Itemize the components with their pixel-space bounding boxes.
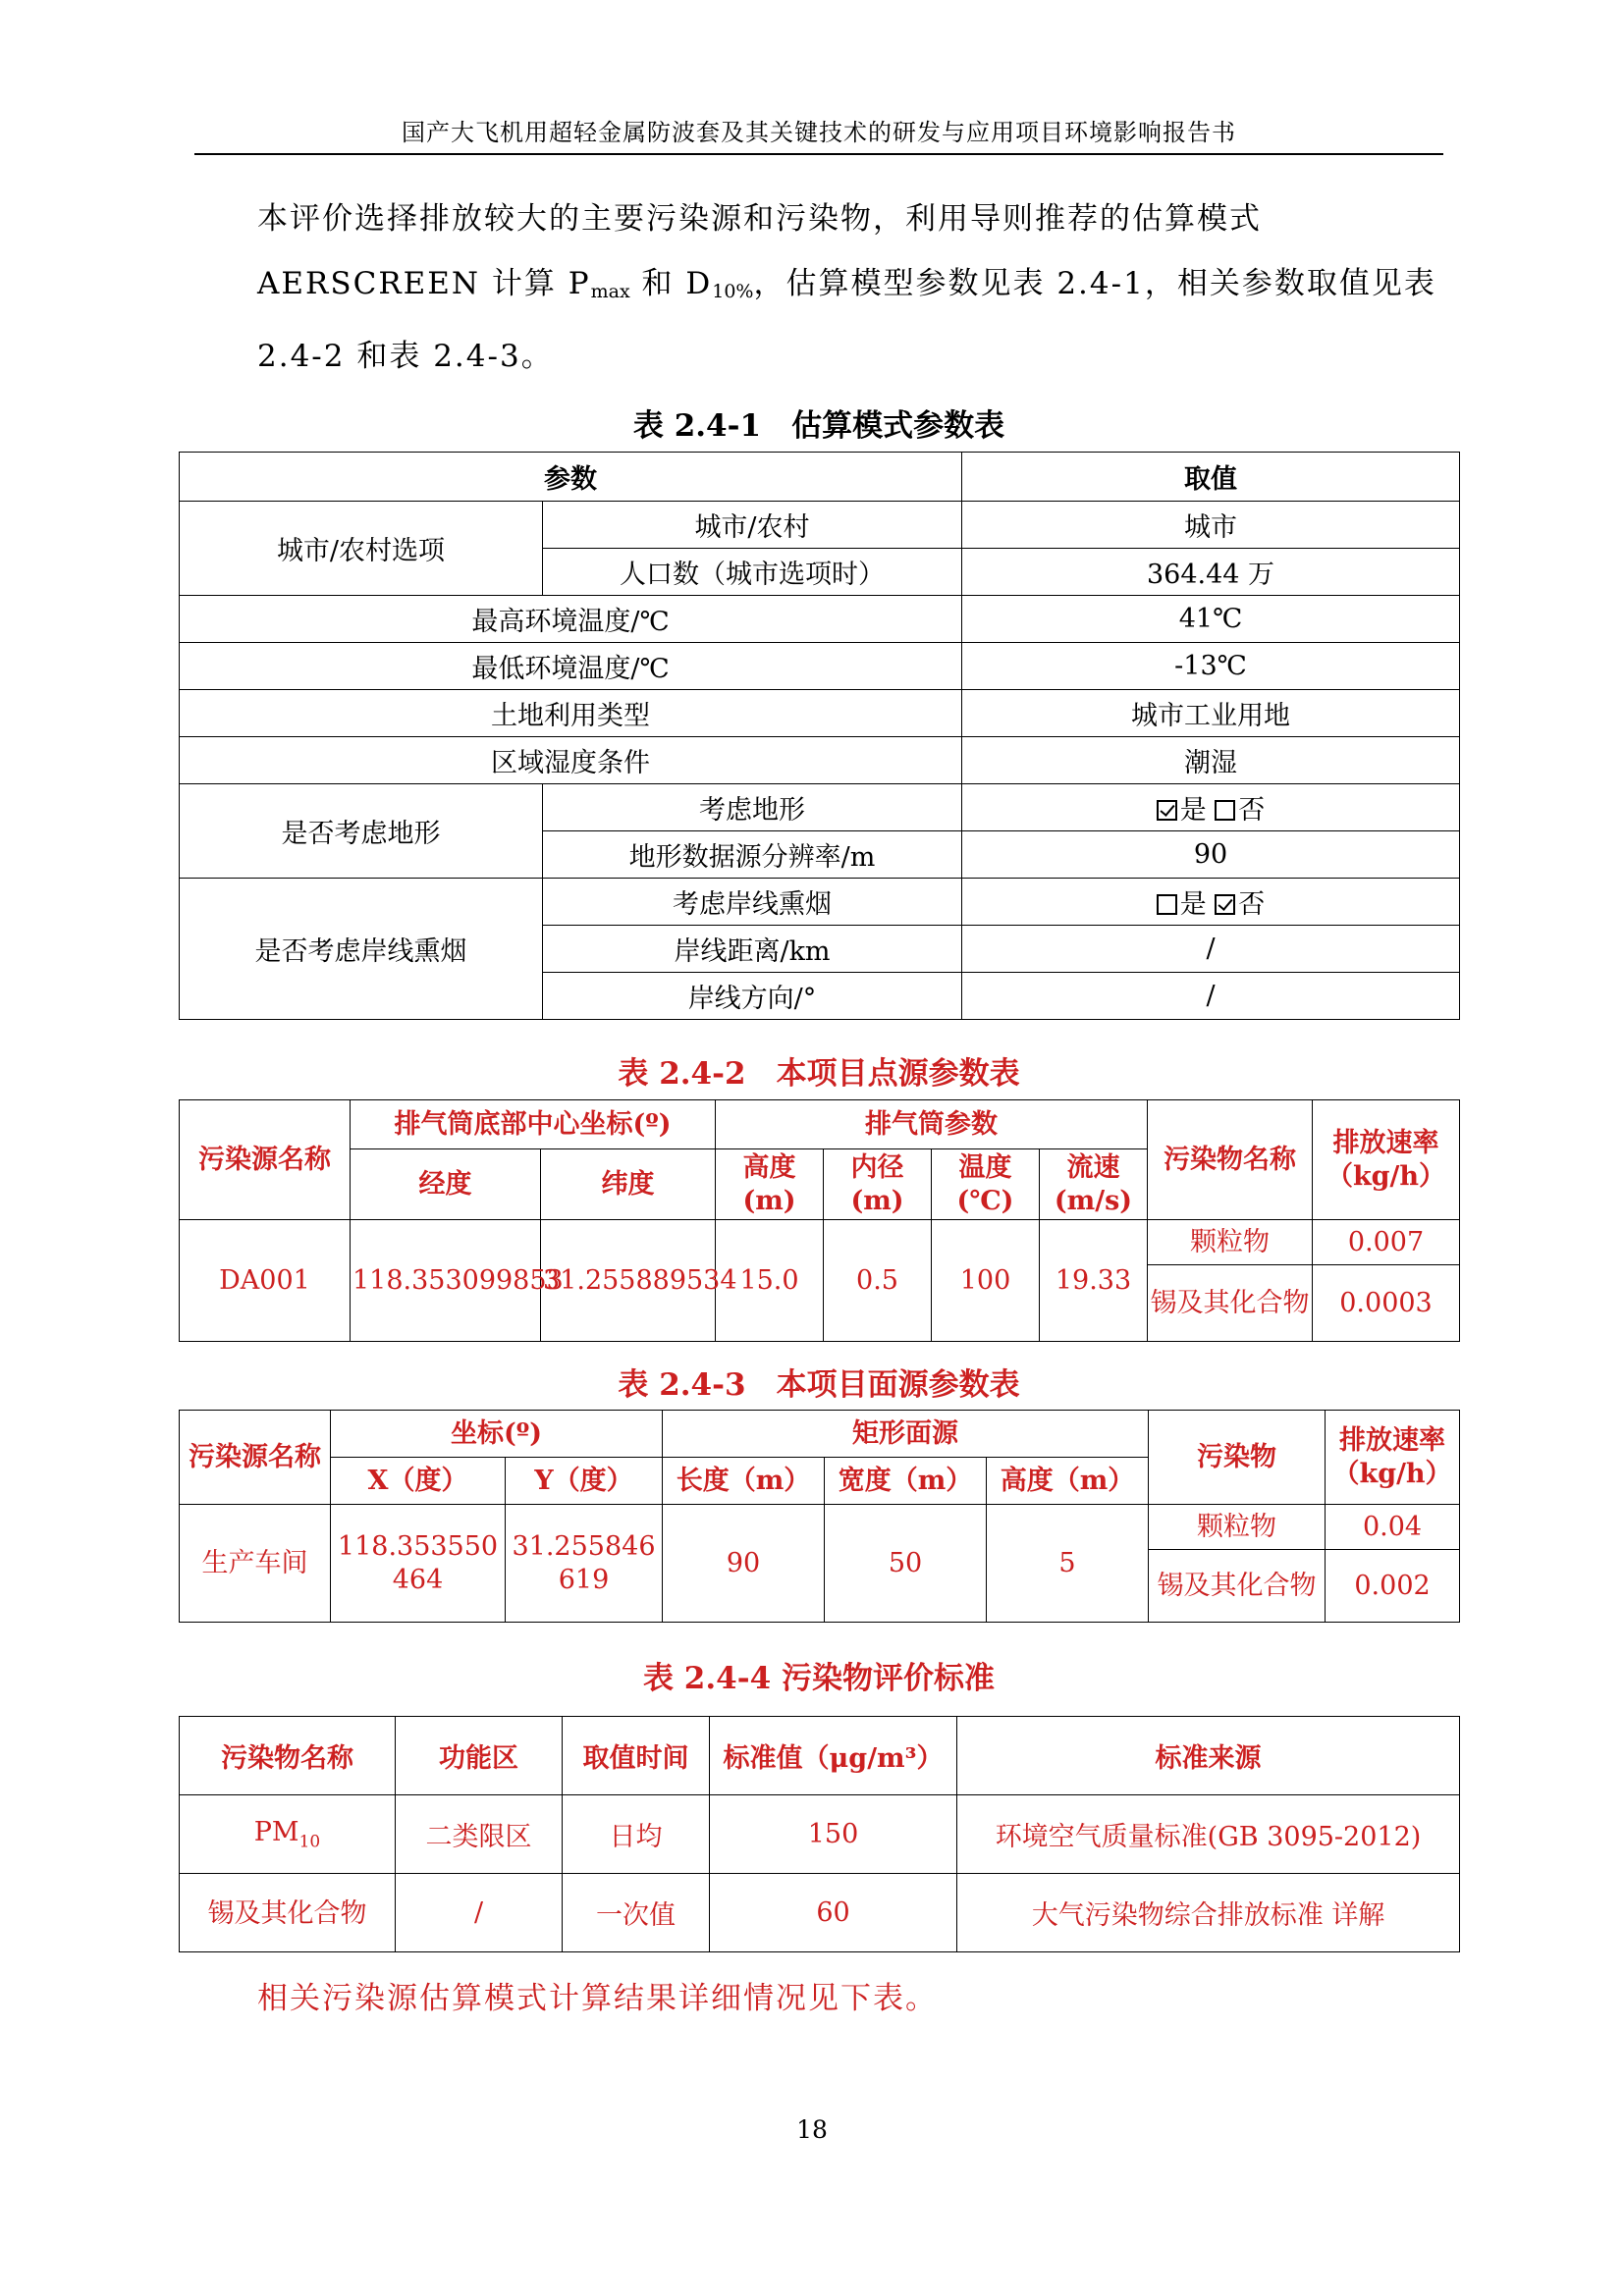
time: 一次值: [563, 1874, 710, 1952]
h-time: 取值时间: [563, 1717, 710, 1795]
table-estimation-params: [179, 452, 1460, 1020]
lon: 118.353099853: [351, 1220, 541, 1342]
shore-label: 考虑岸线熏烟: [543, 879, 962, 926]
page-number: 18: [796, 2115, 828, 2144]
h-pollutant: 污染物名称: [1148, 1100, 1313, 1220]
table2-caption: 表 2.4-2 本项目点源参数表: [618, 1056, 1020, 1092]
h-rate: 排放速率（kg/h）: [1313, 1100, 1460, 1220]
height: 15.0: [716, 1220, 824, 1342]
h-wid: 宽度（m）: [825, 1458, 987, 1505]
h-lat: 纬度: [541, 1149, 716, 1220]
h-speed: 流速(m/s): [1040, 1149, 1148, 1220]
checked-box-icon: [1157, 800, 1177, 821]
h-height: 高度(m): [716, 1149, 824, 1220]
speed: 19.33: [1040, 1220, 1148, 1342]
table-pollutant-standards: [179, 1716, 1460, 1952]
h-diam: 内径(m): [824, 1149, 932, 1220]
source: 环境空气质量标准(GB 3095-2012): [957, 1795, 1460, 1874]
terrain-res-value: 90: [962, 831, 1460, 879]
min-temp-label: 最低环境温度/℃: [180, 643, 962, 690]
urban-option-label: 城市/农村: [543, 502, 962, 549]
table4-caption: 表 2.4-4 污染物评价标准: [643, 1661, 995, 1696]
shore-dir-value: /: [962, 973, 1460, 1020]
land-use-value: 城市工业用地: [962, 690, 1460, 737]
diam: 0.5: [824, 1220, 932, 1342]
shore-dir-label: 岸线方向/°: [543, 973, 962, 1020]
length: 90: [663, 1505, 825, 1623]
checked-box-icon: [1215, 894, 1235, 915]
table-point-source: [179, 1099, 1460, 1342]
time: 日均: [563, 1795, 710, 1874]
population-label: 人口数（城市选项时）: [543, 549, 962, 596]
rate-2: 0.002: [1326, 1550, 1460, 1623]
rate-1: 0.007: [1313, 1220, 1460, 1265]
table3-caption: 表 2.4-3 本项目面源参数表: [618, 1367, 1020, 1403]
value: 60: [710, 1874, 957, 1952]
rate-2: 0.0003: [1313, 1265, 1460, 1342]
h-x: X（度）: [331, 1458, 506, 1505]
rate-1: 0.04: [1326, 1505, 1460, 1550]
max-temp-label: 最高环境温度/℃: [180, 596, 962, 643]
h-pollutant: 污染物名称: [180, 1717, 396, 1795]
pollutant: $PM_{10}$: [180, 1795, 396, 1874]
urban-group: 城市/农村选项: [180, 502, 543, 596]
humidity-label: 区域湿度条件: [180, 737, 962, 784]
urban-option-value: 城市: [962, 502, 1460, 549]
shore-dist-value: /: [962, 926, 1460, 973]
terrain-label: 考虑地形: [543, 784, 962, 831]
height: 5: [987, 1505, 1149, 1623]
page-header: 国产大飞机用超轻金属防波套及其关键技术的研发与应用项目环境影响报告书: [194, 116, 1443, 155]
h-coord: 坐标(º): [331, 1411, 663, 1458]
header-param: 参数: [180, 453, 962, 502]
lat: 31.255889534: [541, 1220, 716, 1342]
pollutant: 锡及其化合物: [180, 1874, 396, 1952]
pollutant-2: 锡及其化合物: [1148, 1265, 1313, 1342]
width: 50: [825, 1505, 987, 1623]
zone: 二类限区: [396, 1795, 563, 1874]
h-value: 标准值（μg/m³）: [710, 1717, 957, 1795]
source: 大气污染物综合排放标准 详解: [957, 1874, 1460, 1952]
table-row: [180, 1795, 1460, 1874]
terrain-res-label: 地形数据源分辨率/m: [543, 831, 962, 879]
min-temp-value: -13℃: [962, 643, 1460, 690]
table-area-source: [179, 1410, 1460, 1623]
terrain-group: 是否考虑地形: [180, 784, 543, 879]
intro-paragraph: 本评价选择排放较大的主要污染源和污染物，利用导则推荐的估算模式AERSCREEN 计算 $P_{max}$ 和 $D_{10\%}$，估算模型参数见表 2.4-1，相关参数取值见表 2.4-2 和表 2.4-3。: [257, 201, 1436, 374]
h-hei: 高度（m）: [987, 1458, 1149, 1505]
h-y: Y（度）: [506, 1458, 663, 1505]
h-temp: 温度(℃): [932, 1149, 1040, 1220]
empty-box-icon: [1157, 894, 1177, 915]
header-value: 取值: [962, 453, 1460, 502]
shore-dist-label: 岸线距离/km: [543, 926, 962, 973]
table1-caption: 表 2.4-1 估算模式参数表: [632, 408, 1005, 444]
max-temp-value: 41℃: [962, 596, 1460, 643]
h-coord: 排气筒底部中心坐标(º): [351, 1100, 716, 1149]
pollutant-1: 颗粒物: [1148, 1220, 1313, 1265]
h-zone: 功能区: [396, 1717, 563, 1795]
humidity-value: 潮湿: [962, 737, 1460, 784]
h-pollutant: 污染物: [1149, 1411, 1326, 1505]
value: 150: [710, 1795, 957, 1874]
closing-sentence: 相关污染源估算模式计算结果详细情况见下表。: [257, 1981, 938, 2016]
table-row: [180, 1874, 1460, 1952]
zone: /: [396, 1874, 563, 1952]
empty-box-icon: [1215, 800, 1235, 821]
pollutant-1: 颗粒物: [1149, 1505, 1326, 1550]
h-source-name: 污染源名称: [180, 1411, 331, 1505]
pollutant-2: 锡及其化合物: [1149, 1550, 1326, 1623]
population-value: 364.44 万: [962, 549, 1460, 596]
h-rate: 排放速率（kg/h）: [1326, 1411, 1460, 1505]
source-name: DA001: [180, 1220, 351, 1342]
h-len: 长度（m）: [663, 1458, 825, 1505]
h-stack: 排气筒参数: [716, 1100, 1148, 1149]
shore-group: 是否考虑岸线熏烟: [180, 879, 543, 1020]
x-coord: 118.353550464: [331, 1505, 506, 1623]
land-use-label: 土地利用类型: [180, 690, 962, 737]
h-lon: 经度: [351, 1149, 541, 1220]
source-name: 生产车间: [180, 1505, 331, 1623]
h-source: 标准来源: [957, 1717, 1460, 1795]
terrain-choice: 是 否: [962, 784, 1460, 831]
temp: 100: [932, 1220, 1040, 1342]
y-coord: 31.255846619: [506, 1505, 663, 1623]
h-source-name: 污染源名称: [180, 1100, 351, 1220]
shore-choice: 是 否: [962, 879, 1460, 926]
h-rect: 矩形面源: [663, 1411, 1149, 1458]
